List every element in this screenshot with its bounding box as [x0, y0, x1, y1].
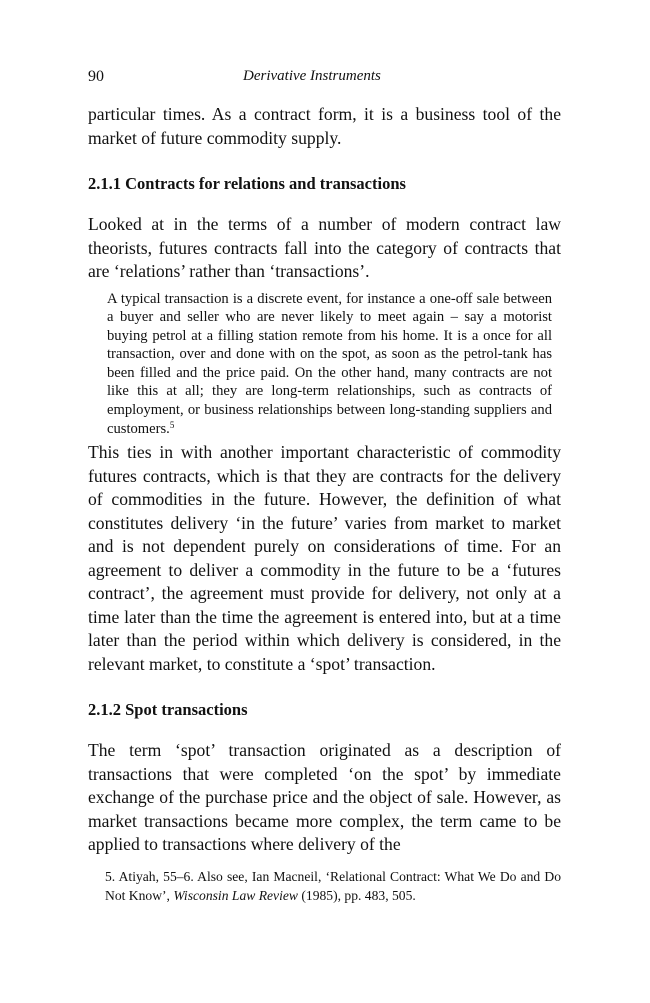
footnote	[88, 867, 561, 905]
spot-paragraph: The term ‘spot’ transaction originated as a description of transactions that were completed ‘on the spot’ by immediate exchange of the purchase price and the object of sale. However, as market transactions became more complex, the term came to be applied to transactions where delivery of the	[88, 740, 561, 855]
running-title: Derivative Instruments	[243, 68, 381, 84]
footnote-citation: 5. Atiyah, 55–6. Also see, Ian Macneil, ‘Relational Contract: What We Do and Do Not Know’,	[105, 868, 561, 903]
footnote-reference: 5	[169, 419, 175, 430]
page-number: 90	[88, 68, 104, 85]
section-heading-2-1-1: 2.1.1 Contracts for relations and transactions	[88, 174, 406, 193]
footnote-journal: Wisconsin Law Review	[173, 887, 298, 903]
characteristic-paragraph: This ties in with another important characteristic of commodity futures contracts, which is that they are contracts for the delivery of commodities in the future. However, the definition of what constitutes delivery ‘in the future’ varies from market to market and is not dependent purely on considerations of time. For an agreement to deliver a commodity in the future to be a ‘futures contract’, the agreement must provide for delivery, not only at a time later than the time the agreement is entered into, but at a time later than the period within which delivery is considered, in the relevant market, to constitute a ‘spot’ transaction.	[88, 442, 561, 674]
running-head	[88, 68, 560, 90]
relations-paragraph: Looked at in the terms of a number of modern contract law theorists, futures contracts fall into the category of contracts that are ‘relations’ rather than ‘transactions’.	[88, 214, 561, 281]
intro-paragraph: particular times. As a contract form, it is a business tool of the market of future commodity supply.	[88, 104, 561, 148]
footnote-citation-end: (1985), pp. 483, 505.	[301, 887, 416, 903]
page-body	[88, 103, 561, 905]
section-heading-2-1-2: 2.1.2 Spot transactions	[88, 700, 248, 720]
block-quote	[88, 290, 561, 439]
block-quote-text: A typical transaction is a discrete event, for instance a one-off sale between a buyer and seller who are never likely to meet again – say a motorist buying petrol at a filling station remote from his home. It is a once for all transaction, over and done with on the spot, as soon as the petrol-tank has been filled and the price paid. On the other hand, many contracts are not like this at all; they are long-term relationships, such as contracts of employment, or business relationships between long-standing suppliers and customers.	[107, 290, 552, 437]
